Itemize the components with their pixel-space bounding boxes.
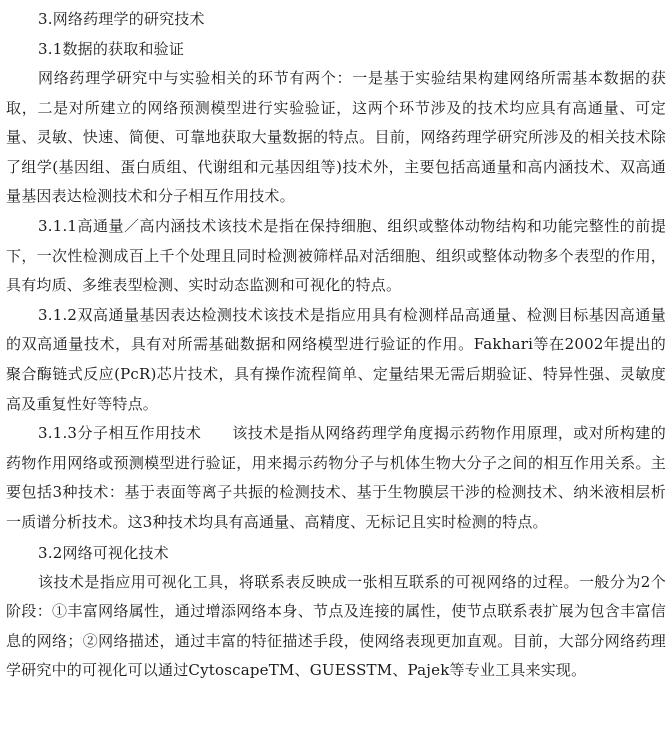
subsection-heading-data-acquisition: 3.1数据的获取和验证: [38, 40, 185, 58]
section-heading: 3.网络药理学的研究技术: [38, 10, 205, 28]
molecular-interaction-paragraph: 3.1.3分子相互作用技术 该技术是指从网络药理学角度揭示药物作用原理，或对所构建的药物作用网络或预测模型进行验证，用来揭示药物分子与机体生物大分子之间的相互作用关系。主要包括3种技术：基于表面等离子共振的检测技术、基于生物膜层干涉的检测技术、纳米液相层析一质谱分析技术。这3种技术均具有高通量、高精度、无标记且实时检测的特点。: [6, 424, 666, 531]
gene-expression-paragraph: 3.1.2双高通量基因表达检测技术该技术是指应用具有检测样品高通量、检测目标基因高通量的双高通量技术，具有对所需基础数据和网络模型进行验证的作用。Fakhari等在2002年提出的聚合酶链式反应(PcR)芯片技术，具有操作流程简单、定量结果无需后期验证、特异性强、灵敏度高及重复性好等特点。: [6, 305, 666, 413]
subsection-heading-visualization: 3.2网络可视化技术: [38, 543, 169, 562]
intro-paragraph: 网络药理学研究中与实验相关的环节有两个：一是基于实验结果构建网络所需基本数据的获取，二是对所建立的网络预测模型进行实验验证，这两个环节涉及的技术均应具有高通量、可定量、灵敏、快速、简便、可靠地获取大量数据的特点。目前，网络药理学研究所涉及的相关技术除了组学(基因组、蛋白质组、代谢组和元基因组等)技术外，主要包括高通量和高内涵技术、双高通量基因表达检测技术和分子相互作用技术。: [6, 69, 666, 206]
high-throughput-paragraph: 3.1.1高通量／高内涵技术该技术是指在保持细胞、组织或整体动物结构和功能完整性的前提下，一次性检测成百上千个处理且同时检测被筛样品对活细胞、组织或整体动物多个表型的作用，具有均质、多维表型检测、实时动态监测和可视化的特点。: [6, 216, 666, 295]
visualization-paragraph: 该技术是指应用可视化工具，将联系表反映成一张相互联系的可视网络的过程。一般分为2个阶段：①丰富网络属性，通过增添网络本身、节点及连接的属性，使节点联系表扩展为包含丰富信息的网络；②网络描述，通过丰富的特征描述手段，使网络表现更加直观。目前，大部分网络药理学研究中的可视化可以通过CytoscapeTM、GUESSTM、Pajek等专业工具来实现。: [6, 572, 666, 680]
